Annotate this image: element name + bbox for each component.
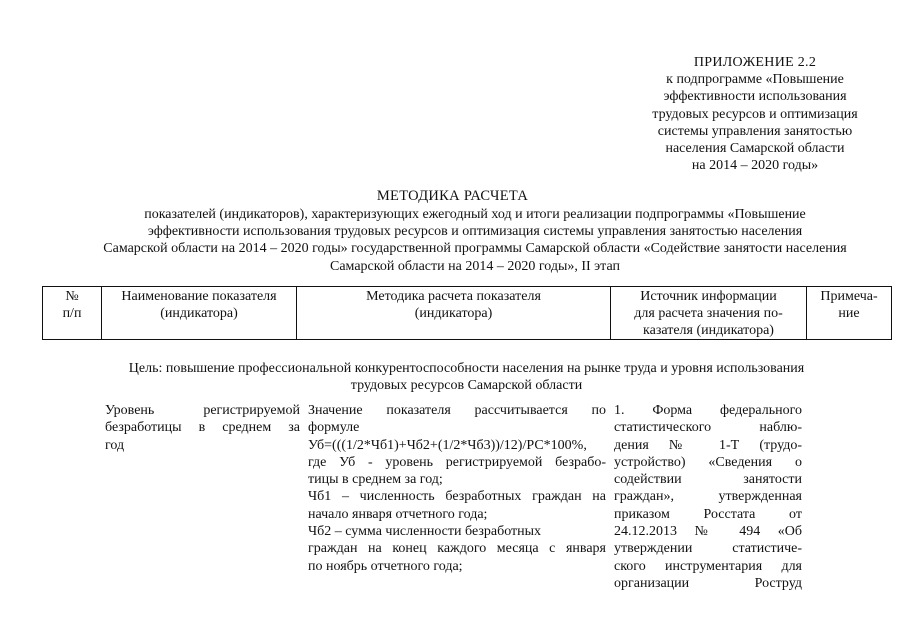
table-row xyxy=(42,402,891,592)
method-line: тицы в среднем за год; xyxy=(308,472,443,488)
header-text: Источник информации xyxy=(640,289,777,304)
source-line: организации Роструд xyxy=(614,575,802,591)
note-cell xyxy=(806,402,891,592)
indicator-name-line: год xyxy=(105,437,125,453)
header-text: (индикатора) xyxy=(160,306,238,321)
appendix-line: на 2014 – 2020 годы» xyxy=(691,158,819,174)
header-text: ние xyxy=(838,306,860,321)
document-subtitle xyxy=(40,206,905,275)
source-cell xyxy=(610,402,806,592)
header-cell-method xyxy=(297,287,611,340)
header-text: казателя (индикатора) xyxy=(643,323,774,338)
appendix-line: системы управления занятостью xyxy=(657,123,853,139)
header-text: № xyxy=(65,289,79,304)
source-line: содействии занятости xyxy=(614,472,802,488)
source-line: граждан», утвержденная xyxy=(614,489,802,505)
indicator-name-line: Уровень регистрируемой xyxy=(105,403,300,418)
header-text: Примеча- xyxy=(820,289,878,304)
subtitle-line: эффективности использования трудовых ресурсов и оптимизация системы управления занятостью населения xyxy=(147,224,803,240)
header-text: Наименование показателя xyxy=(121,289,277,304)
goal-line: Цель: повышение профессиональной конкурентоспособности населения на рынке труда и уровня использования xyxy=(128,361,805,376)
appendix-line: населения Самарской области xyxy=(665,141,845,157)
indicator-name-line: безработицы в среднем за xyxy=(105,420,300,436)
method-formula: Уб=(((1/2*Чб1)+Чб2+(1/2*Чб3))/12)/РС*100%, xyxy=(308,437,587,453)
appendix-block xyxy=(610,54,900,174)
method-line: граждан на конец каждого месяца с января xyxy=(308,541,606,557)
goal-line: трудовых ресурсов Самарской области xyxy=(350,378,583,394)
source-line: 1. Форма федерального xyxy=(614,403,802,418)
source-line: приказом Росстата от xyxy=(614,506,802,522)
header-text: п/п xyxy=(62,306,82,321)
document-title: МЕТОДИКА РАСЧЕТА xyxy=(376,188,529,204)
method-line: по ноябрь отчетного года; xyxy=(308,558,463,574)
header-cell-number xyxy=(43,287,102,340)
source-line: статистического наблю- xyxy=(614,420,802,436)
method-line: Значение показателя рассчитывается по xyxy=(308,403,606,418)
method-cell xyxy=(304,402,610,592)
header-cell-name xyxy=(102,287,297,340)
source-line: 24.12.2013 № 494 «Об xyxy=(614,524,802,540)
header-text: Методика расчета показателя xyxy=(366,289,541,304)
indicator-name-cell xyxy=(101,402,304,592)
method-line: начало января отчетного года; xyxy=(308,506,488,522)
subtitle-line: Самарской области на 2014 – 2020 годы», II этап xyxy=(330,258,620,274)
indicator-table-header xyxy=(42,286,892,340)
header-cell-note xyxy=(807,287,892,340)
appendix-line: к подпрограмме «Повышение xyxy=(666,72,844,88)
goal-statement xyxy=(42,360,891,394)
header-cell-source xyxy=(611,287,807,340)
source-line: утверждении статистиче- xyxy=(614,541,802,557)
row-number-cell xyxy=(42,402,101,592)
appendix-line: трудовых ресурсов и оптимизация xyxy=(652,106,858,122)
subtitle-line: показателей (индикаторов), характеризующих ежегодный ход и итоги реализации подпрограммы «Повышение xyxy=(144,207,806,222)
subtitle-line: Самарской области на 2014 – 2020 годы» государственной программы Самарской области «Содействие занятости населения xyxy=(103,241,847,257)
header-row xyxy=(43,287,892,340)
source-line: ского инструментария для xyxy=(614,558,802,574)
source-line: устройство) «Сведения о xyxy=(614,454,802,470)
method-line: Чб2 – сумма численности безработных xyxy=(308,524,542,540)
indicator-table-body xyxy=(42,402,891,592)
method-line: формуле xyxy=(308,420,360,436)
method-line: где Уб - уровень регистрируемой безрабо- xyxy=(308,454,606,470)
method-line: Чб1 – численность безработных граждан на xyxy=(308,489,606,505)
header-text: для расчета значения по- xyxy=(634,306,783,321)
source-line: дения № 1-Т (трудо- xyxy=(614,437,802,453)
appendix-line: эффективности использования xyxy=(663,89,847,105)
appendix-title: ПРИЛОЖЕНИЕ 2.2 xyxy=(693,55,817,70)
header-text: (индикатора) xyxy=(414,306,493,321)
